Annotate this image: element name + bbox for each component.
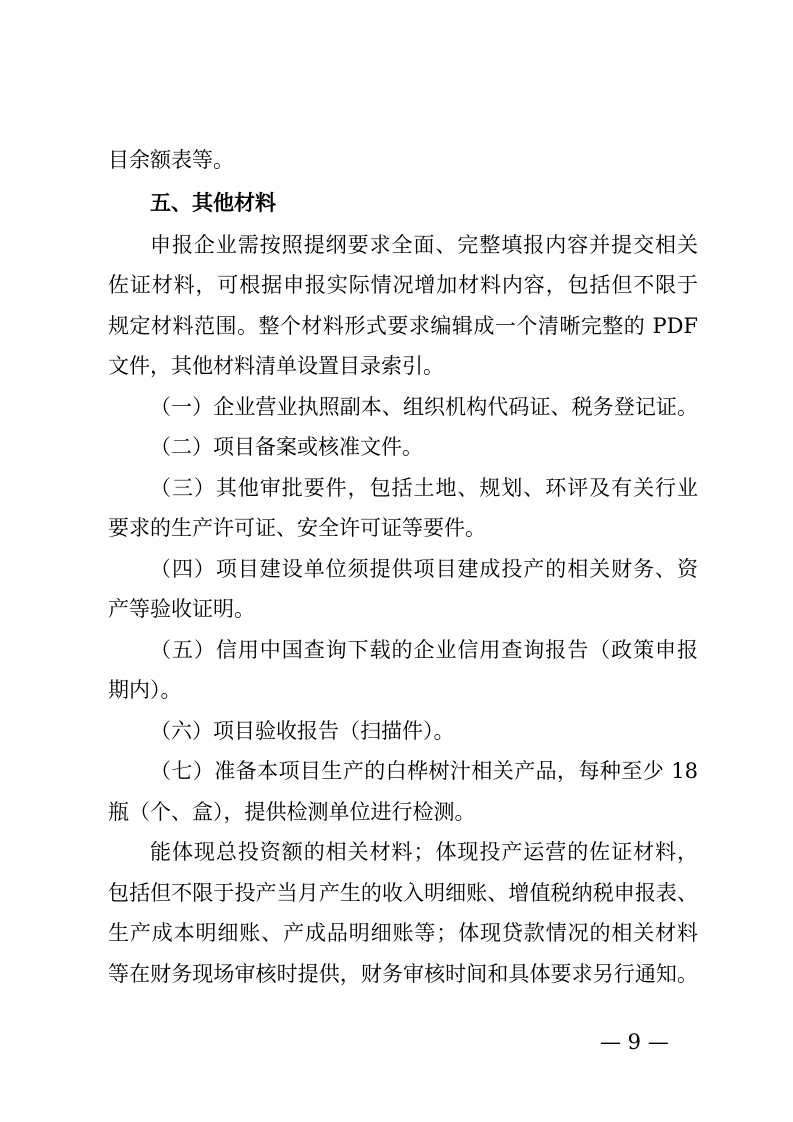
list-item-continuation: 瓶（个、盒），提供检测单位进行检测。 [108,800,476,824]
list-item-continuation: 期内）。 [108,678,182,702]
paragraph-line: 佐证材料，可根据申报实际情况增加材料内容，包括但不限于 [108,273,698,297]
list-item: （二）项目备案或核准文件。 [150,435,423,459]
list-item: （五）信用中国查询下载的企业信用查询报告（政策申报 [150,638,698,662]
list-item: （七）准备本项目生产的白桦树汁相关产品，每种至少 18 [150,759,698,783]
paragraph-line: 生产成本明细账、产成品明细账等；体现贷款情况的相关材料 [108,921,698,945]
paragraph-line: 等在财务现场审核时提供，财务审核时间和具体要求另行通知。 [108,962,698,986]
list-item-continuation: 产等验收证明。 [108,597,255,621]
paragraph-line: 申报企业需按照提纲要求全面、完整填报内容并提交相关 [150,233,698,257]
list-item: （三）其他审批要件，包括土地、规划、环评及有关行业 [150,476,698,500]
paragraph-line: 目余额表等。 [108,148,234,172]
paragraph-line: 能体现总投资额的相关材料；体现投产运营的佐证材料， [150,840,698,864]
section-heading: 五、其他材料 [150,191,276,215]
list-item: （四）项目建设单位须提供项目建成投产的相关财务、资 [150,557,698,581]
list-item: （一）企业营业执照副本、组织机构代码证、税务登记证。 [150,395,698,419]
page-number: — 9 — [600,1030,669,1054]
list-item: （六）项目验收报告（扫描件）。 [150,719,455,743]
paragraph-line: 规定材料范围。整个材料形式要求编辑成一个清晰完整的 PDF [108,314,698,338]
list-item-continuation: 要求的生产许可证、安全许可证等要件。 [108,516,486,540]
paragraph-line: 文件，其他材料清单设置目录索引。 [108,354,444,378]
paragraph-line: 包括但不限于投产当月产生的收入明细账、增值税纳税申报表、 [108,881,698,905]
